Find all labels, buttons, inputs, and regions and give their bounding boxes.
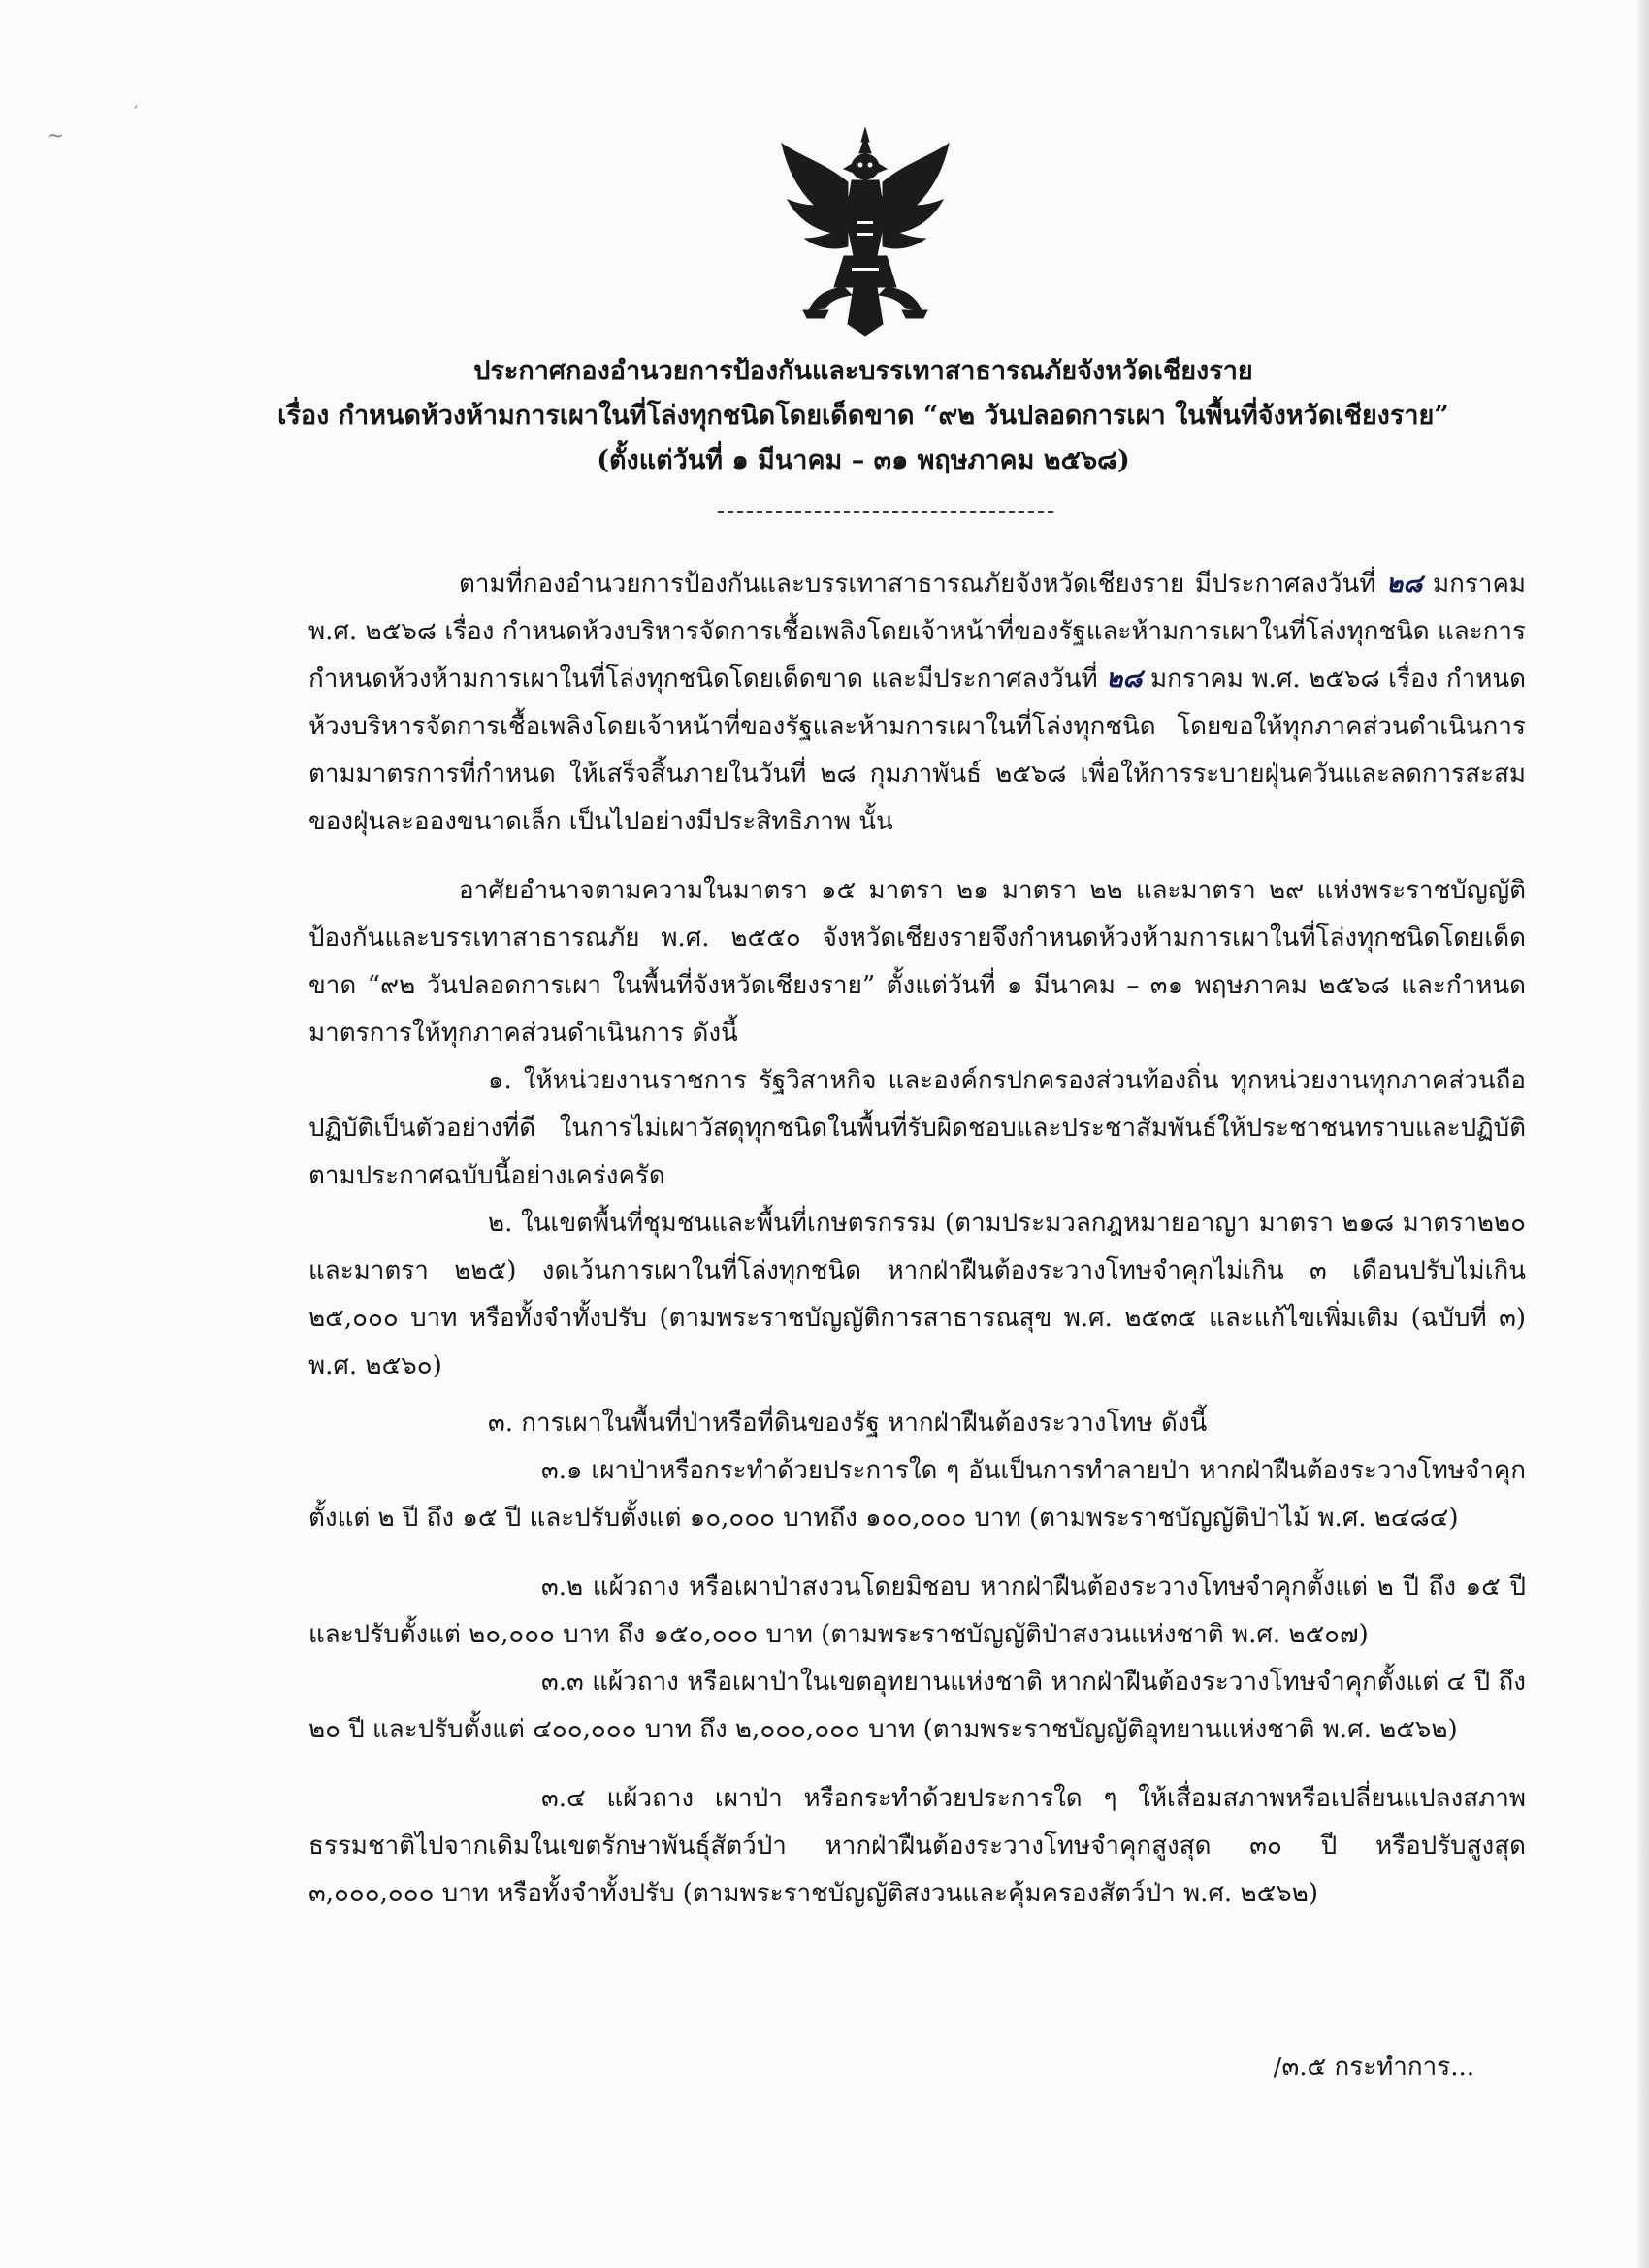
measure-item-3-2: ๓.๒ แผ้วถาง หรือเผาป่าสงวนโดยมิชอบ หากฝ่าฝืนต้องระวางโทษจำคุกตั้งแต่ ๒ ปี ถึง ๑๕ ปี และปรับตั้งแต่ ๒๐,๐๐๐ บาท ถึง ๑๕๐,๐๐๐ บาท (ตามพระราชบัญญัติป่าสงวนแห่งชาติ พ.ศ. ๒๕๐๗) (308, 1572, 1526, 1649)
page-continuation: /๓.๕ กระทำการ... (1273, 2053, 1474, 2082)
measure-item-3-4: ๓.๔ แผ้วถาง เผาป่า หรือกระทำด้วยประการใด ๆ ให้เสื่อมสภาพหรือเปลี่ยนแปลงสภาพธรรมชาติไปจากเดิมในเขตรักษาพันธุ์สัตว์ป่า หากฝ่าฝืนต้องระวางโทษจำคุกสูงสุด ๓๐ ปี หรือปรับสูงสุด ๓,๐๐๐,๐๐๐ บาท หรือทั้งจำทั้งปรับ (ตามพระราชบัญญัติสงวนและคุ้มครองสัตว์ป่า พ.ศ. ๒๕๖๒) (308, 1784, 1526, 1908)
handwritten-date: ๒๘ (1386, 569, 1423, 599)
measure-item-3-3: ๓.๓ แผ้วถาง หรือเผาป่าในเขตอุทยานแห่งชาติ หากฝ่าฝืนต้องระวางโทษจำคุกตั้งแต่ ๔ ปี ถึง ๒๐ ปี และปรับตั้งแต่ ๔๐๐,๐๐๐ บาท ถึง ๒,๐๐๐,๐๐๐ บาท (ตามพระราชบัญญัติอุทยานแห่งชาติ พ.ศ. ๒๕๖๒) (308, 1668, 1526, 1744)
announcement-subject: เรื่อง กำหนดห้วงห้ามการเผาในที่โล่งทุกชนิดโดยเด็ดขาด “๙๒ วันปลอดการเผา ในพื้นที่จังหวัดเชียงราย” (277, 401, 1449, 431)
measure-item-3-1: ๓.๑ เผาป่าหรือกระทำด้วยประการใด ๆ อันเป็นการทำลายป่า หากฝ่าฝืนต้องระวางโทษจำคุกตั้งแต่ ๒ ปี ถึง ๑๕ ปี และปรับตั้งแต่ ๑๐,๐๐๐ บาทถึง ๑๐๐,๐๐๐ บาท (ตามพระราชบัญญัติป่าไม้ พ.ศ. ๒๔๘๔) (308, 1456, 1526, 1533)
announcement-issuer: ประกาศกองอำนวยการป้องกันและบรรเทาสาธารณภัยจังหวัดเชียงราย (473, 356, 1253, 386)
header-divider (718, 511, 1053, 513)
paragraph-background-text-1: ตามที่กองอำนวยการป้องกันและบรรเทาสาธารณภัยจังหวัดเชียงราย มีประกาศลงวันที่ (459, 569, 1376, 599)
announcement-header (194, 349, 1533, 483)
scan-speck: ~ (47, 124, 65, 148)
measure-item-2: ๒. ในเขตพื้นที่ชุมชนและพื้นที่เกษตรกรรม (ตามประมวลกฎหมายอาญา มาตรา ๒๑๘ มาตรา๒๒๐ และมาตรา ๒๒๕) งดเว้นการเผาในที่โล่งทุกชนิด หากฝ่าฝืนต้องระวางโทษจำคุกไม่เกิน ๓ เดือนปรับไม่เกิน ๒๕,๐๐๐ บาท หรือทั้งจำทั้งปรับ (ตามพระราชบัญญัติการสาธารณสุข พ.ศ. ๒๕๓๕ และแก้ไขเพิ่มเติม (ฉบับที่ ๓) พ.ศ. ๒๕๖๐) (308, 1209, 1526, 1380)
paragraph-background-text-2: มกราคม พ.ศ. ๒๕๖๘ เรื่อง กำหนดห้วงบริหารจัดการเชื้อเพลิงโดยเจ้าหน้าที่ของรัฐและห้ามการเผาในที่โล่งทุกชนิด และการกำหนดห้วงห้ามการเผาในที่โล่งทุกชนิดโดยเด็ดขาด และมีประกาศลงวันที่ (308, 569, 1526, 694)
measure-item-1: ๑. ให้หน่วยงานราชการ รัฐวิสาหกิจ และองค์กรปกครองส่วนท้องถิ่น ทุกหน่วยงานทุกภาคส่วนถือปฏิบัติเป็นตัวอย่างที่ดี ในการไม่เผาวัสดุทุกชนิดในพื้นที่รับผิดชอบและประชาสัมพันธ์ให้ประชาชนทราบและปฏิบัติตามประกาศฉบับนี้อย่างเคร่งครัด (308, 1066, 1526, 1190)
announcement-period: (ตั้งแต่วันที่ ๑ มีนาคม – ๓๑ พฤษภาคม ๒๕๖๘) (597, 445, 1130, 475)
paragraph-background (308, 561, 1526, 846)
paragraph-background-text-3: มกราคม พ.ศ. ๒๕๖๘ เรื่อง กำหนดห้วงบริหารจัดการเชื้อเพลิงโดยเจ้าหน้าที่ของรัฐและห้ามการเผาในที่โล่งทุกชนิด โดยขอให้ทุกภาคส่วนดำเนินการตามมาตรการที่กำหนด ให้เสร็จสิ้นภายในวันที่ ๒๘ กุมภาพันธ์ ๒๕๖๘ เพื่อให้การระบายฝุ่นควันและลดการสะสมของฝุ่นละอองขนาดเล็ก เป็นไปอย่างมีประสิทธิภาพ นั้น (308, 664, 1527, 836)
scan-speck: , (134, 95, 139, 111)
announcement-body (308, 561, 1526, 1918)
paragraph-authority: อาศัยอำนาจตามความในมาตรา ๑๕ มาตรา ๒๑ มาตรา ๒๒ และมาตรา ๒๙ แห่งพระราชบัญญัติป้องกันและบรรเทาสาธารณภัย พ.ศ. ๒๕๕๐ จังหวัดเชียงรายจึงกำหนดห้วงห้ามการเผาในที่โล่งทุกชนิดโดยเด็ดขาด “๙๒ วันปลอดการเผา ในพื้นที่จังหวัดเชียงราย” ตั้งแต่วันที่ ๑ มีนาคม – ๓๑ พฤษภาคม ๒๕๖๘ และกำหนดมาตรการให้ทุกภาคส่วนดำเนินการ ดังนี้ (308, 876, 1526, 1048)
scan-edge-shadow (1635, 0, 1649, 2268)
garuda-emblem-icon (776, 124, 954, 340)
measure-item-3: ๓. การเผาในพื้นที่ป่าหรือที่ดินของรัฐ หากฝ่าฝืนต้องระวางโทษ ดังนี้ (488, 1409, 1208, 1438)
handwritten-date: ๒๘ (1106, 664, 1143, 694)
